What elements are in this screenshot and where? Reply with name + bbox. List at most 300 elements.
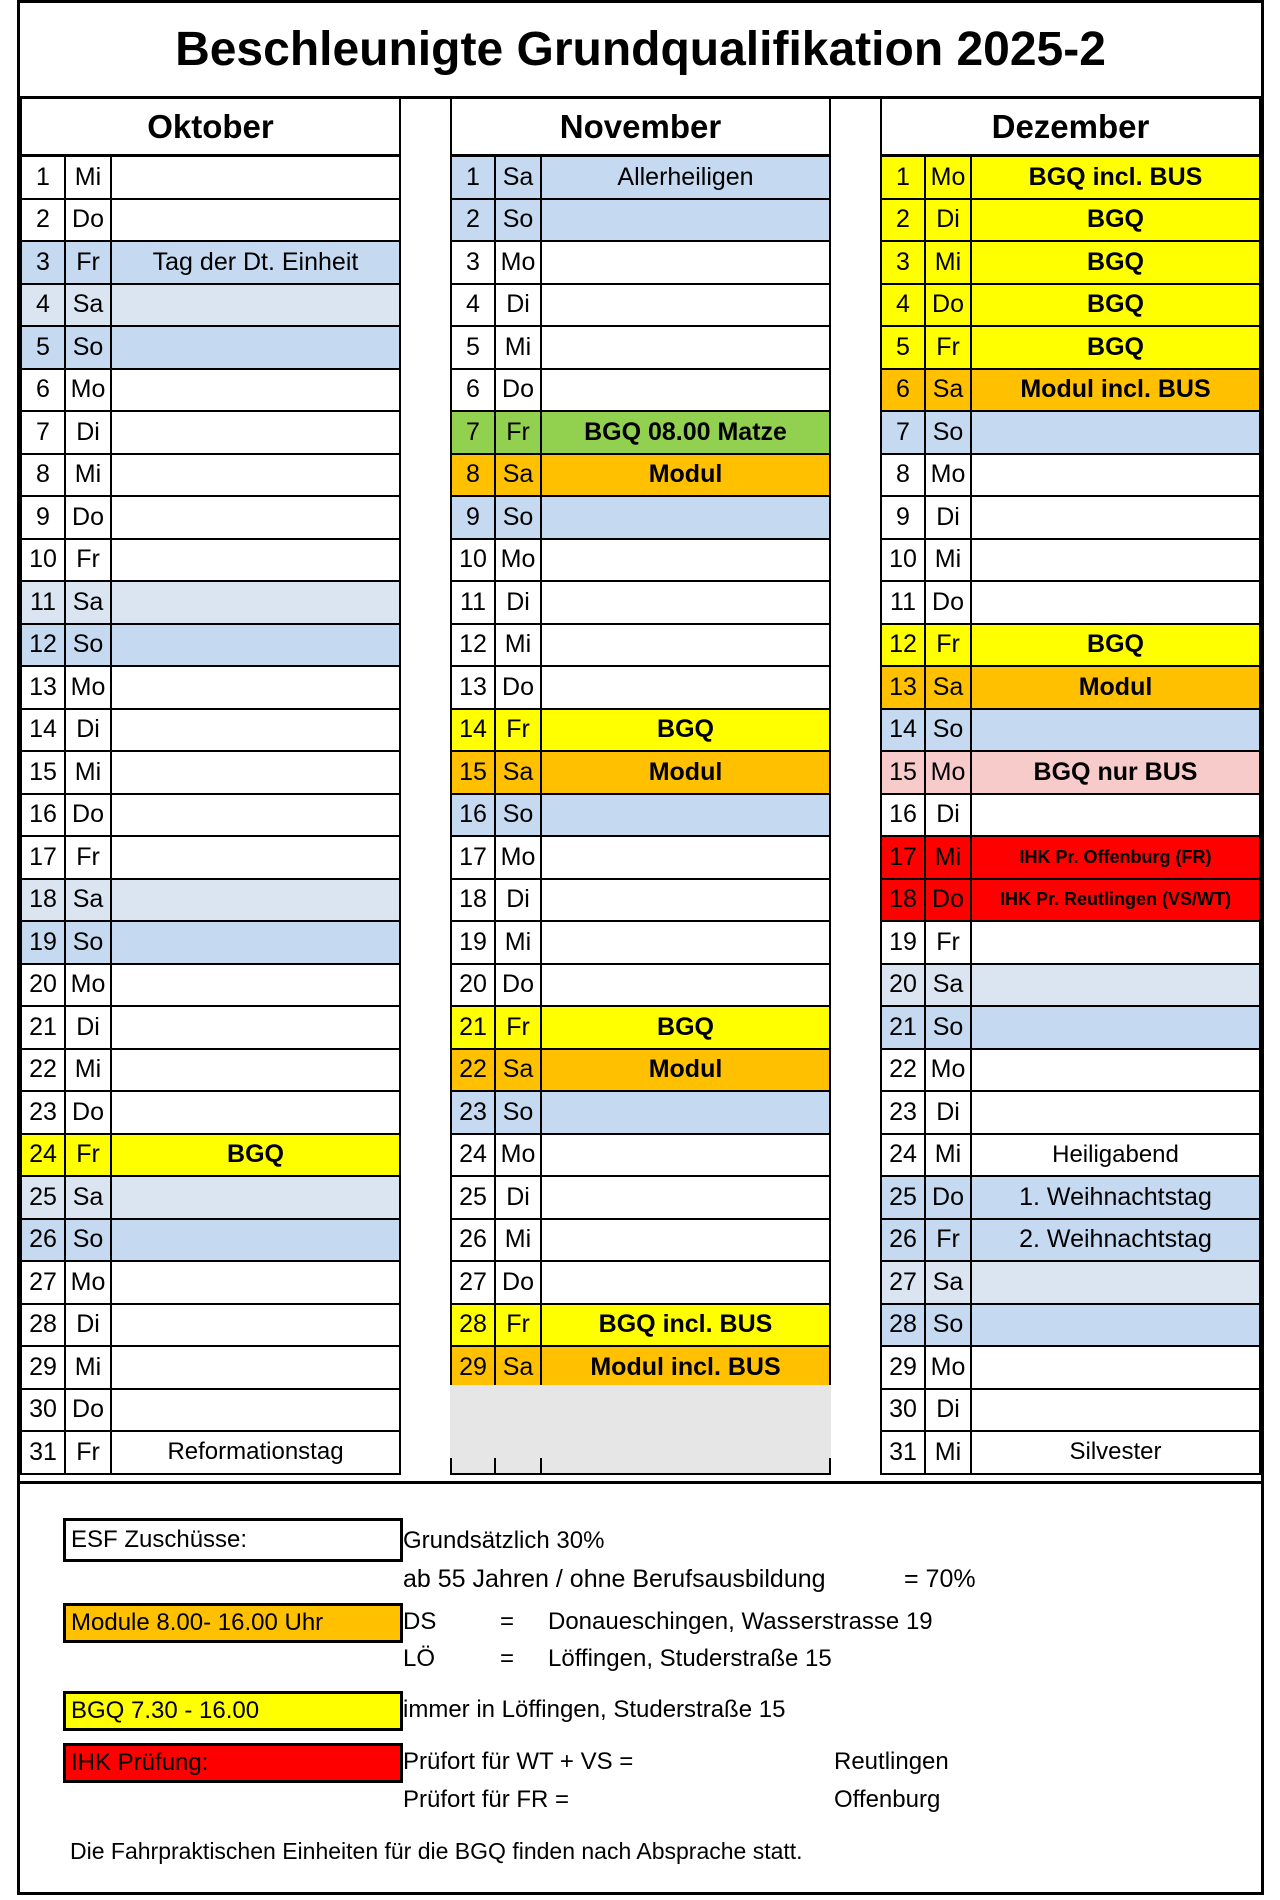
day-row (880, 1262, 1261, 1305)
weekday: Mi (926, 1432, 972, 1473)
day-number: 5 (452, 327, 496, 368)
day-row (880, 327, 1261, 370)
weekday: Mi (926, 242, 972, 283)
event-label (112, 1050, 399, 1091)
weekday: Mo (926, 1050, 972, 1091)
day-row (20, 710, 401, 753)
event-label (112, 1262, 399, 1303)
day-number: 1 (882, 157, 926, 198)
event-label: BGQ (1087, 290, 1144, 319)
weekday: So (66, 922, 112, 963)
day-row (880, 1220, 1261, 1263)
legend-bgq-box: BGQ 7.30 - 16.00 (63, 1691, 403, 1731)
day-number: 26 (22, 1220, 66, 1261)
event-label (112, 795, 399, 836)
day-row (20, 497, 401, 540)
day-number: 31 (22, 1432, 66, 1473)
event-label (972, 1347, 1259, 1388)
event-label (542, 327, 829, 368)
day-row (450, 455, 831, 498)
ds-equals: = (500, 1608, 515, 1635)
months-area (20, 99, 1261, 1484)
day-number: 28 (452, 1305, 496, 1346)
day-number: 4 (882, 285, 926, 326)
day-row (20, 412, 401, 455)
weekday: Mi (66, 1050, 112, 1091)
day-row (20, 1007, 401, 1050)
day-number: 13 (22, 667, 66, 708)
weekday: Mo (496, 837, 542, 878)
event-label: BGQ (1087, 630, 1144, 659)
day-number: 7 (882, 412, 926, 453)
weekday: Mi (66, 752, 112, 793)
weekday: Sa (496, 752, 542, 793)
page-title: Beschleunigte Grundqualifikation 2025-2 (20, 3, 1261, 99)
event-label (972, 582, 1259, 623)
weekday: So (66, 625, 112, 666)
event-label (112, 327, 399, 368)
day-number: 4 (22, 285, 66, 326)
day-row (880, 1347, 1261, 1390)
day-number: 11 (22, 582, 66, 623)
day-number: 14 (22, 710, 66, 751)
footnote: Die Fahrpraktischen Einheiten für die BGQ finden nach Absprache statt. (70, 1838, 803, 1864)
event-label (542, 880, 829, 921)
weekday: Sa (496, 455, 542, 496)
day-number: 25 (22, 1177, 66, 1218)
month-dezember (880, 99, 1261, 1475)
event-label (972, 965, 1259, 1006)
event-label (112, 157, 399, 198)
event-label (112, 880, 399, 921)
day-row (450, 710, 831, 753)
day-number: 6 (452, 370, 496, 411)
weekday: Sa (66, 582, 112, 623)
weekday: Mi (66, 1347, 112, 1388)
day-number: 29 (452, 1347, 496, 1388)
event-label: BGQ incl. BUS (1028, 162, 1203, 191)
event-label (542, 837, 829, 878)
calendar-sheet (17, 0, 1264, 1895)
weekday: Fr (66, 1432, 112, 1473)
event-label (112, 1092, 399, 1133)
day-number: 30 (882, 1390, 926, 1431)
day-row (20, 242, 401, 285)
day-number: 14 (452, 710, 496, 751)
day-number: 27 (882, 1262, 926, 1303)
event-label (112, 837, 399, 878)
day-number: 14 (882, 710, 926, 751)
weekday: Fr (496, 412, 542, 453)
day-row (20, 1177, 401, 1220)
day-row (450, 965, 831, 1008)
weekday: Fr (496, 710, 542, 751)
event-label (112, 370, 399, 411)
day-row (880, 752, 1261, 795)
weekday: Mi (496, 922, 542, 963)
day-number: 13 (452, 667, 496, 708)
day-number: 3 (22, 242, 66, 283)
ihk-line1-place: Reutlingen (834, 1748, 949, 1775)
weekday: Do (926, 1177, 972, 1218)
event-label (972, 795, 1259, 836)
event-label (112, 285, 399, 326)
day-row (20, 285, 401, 328)
day-number: 23 (22, 1092, 66, 1133)
day-row (450, 1220, 831, 1263)
day-row (450, 200, 831, 243)
day-number: 4 (452, 285, 496, 326)
day-number: 10 (22, 540, 66, 581)
day-row (450, 752, 831, 795)
weekday: Do (66, 1390, 112, 1431)
weekday: Fr (926, 327, 972, 368)
event-label (112, 710, 399, 751)
day-row (880, 1305, 1261, 1348)
weekday: Di (926, 795, 972, 836)
event-label (542, 497, 829, 538)
day-row (880, 285, 1261, 328)
day-number: 25 (882, 1177, 926, 1218)
event-label: BGQ (657, 715, 714, 744)
weekday: Mo (66, 965, 112, 1006)
day-number: 27 (452, 1262, 496, 1303)
weekday: Di (66, 1305, 112, 1346)
weekday: Di (926, 1092, 972, 1133)
day-row (20, 1305, 401, 1348)
weekday: Mo (66, 370, 112, 411)
day-row (20, 582, 401, 625)
weekday: So (496, 200, 542, 241)
day-row (450, 412, 831, 455)
weekday: Fr (926, 625, 972, 666)
lo-abbr: LÖ (403, 1645, 436, 1672)
day-number: 10 (882, 540, 926, 581)
day-row (450, 327, 831, 370)
day-row (450, 667, 831, 710)
day-row (450, 582, 831, 625)
event-label: BGQ (1087, 332, 1144, 361)
day-row (880, 1007, 1261, 1050)
day-row (880, 1432, 1261, 1475)
event-label: BGQ (227, 1140, 284, 1169)
day-row (450, 1177, 831, 1220)
event-label (112, 582, 399, 623)
day-row (880, 1390, 1261, 1433)
event-label: BGQ (1087, 247, 1144, 276)
event-label (972, 710, 1259, 751)
event-label (972, 1050, 1259, 1091)
day-row (450, 1092, 831, 1135)
day-row (20, 1135, 401, 1178)
weekday: Fr (496, 1305, 542, 1346)
day-number: 25 (452, 1177, 496, 1218)
weekday: Do (66, 497, 112, 538)
esf-line1: Grundsätzlich 30% (403, 1527, 605, 1554)
day-number: 3 (882, 242, 926, 283)
day-number: 28 (882, 1305, 926, 1346)
day-row (20, 1262, 401, 1305)
weekday: Fr (66, 837, 112, 878)
day-number: 2 (22, 200, 66, 241)
day-number: 31 (882, 1432, 926, 1473)
weekday: Do (496, 667, 542, 708)
day-row (880, 540, 1261, 583)
day-number: 26 (452, 1220, 496, 1261)
day-row (880, 1092, 1261, 1135)
event-label (112, 540, 399, 581)
esf-line2-value: = 70% (904, 1565, 976, 1593)
day-row (880, 455, 1261, 498)
day-row (880, 157, 1261, 200)
day-row (20, 540, 401, 583)
event-label (542, 582, 829, 623)
day-row (20, 625, 401, 668)
day-number: 1 (22, 157, 66, 198)
day-row (20, 837, 401, 880)
weekday: Mi (926, 1135, 972, 1176)
event-label (542, 625, 829, 666)
weekday: Do (926, 880, 972, 921)
event-label: Tag der Dt. Einheit (152, 247, 359, 276)
day-row (880, 880, 1261, 923)
event-label (112, 412, 399, 453)
event-label (112, 625, 399, 666)
event-label (542, 1092, 829, 1133)
event-label (542, 540, 829, 581)
weekday: Sa (66, 285, 112, 326)
event-label (112, 667, 399, 708)
event-label: IHK Pr. Offenburg (FR) (1019, 846, 1212, 867)
event-label (112, 497, 399, 538)
day-number: 11 (882, 582, 926, 623)
weekday: Mi (66, 157, 112, 198)
event-label: Reformationstag (167, 1438, 344, 1466)
weekday: Sa (66, 1177, 112, 1218)
weekday: Do (66, 200, 112, 241)
day-row (880, 1135, 1261, 1178)
weekday: Mo (926, 1347, 972, 1388)
day-row (880, 1050, 1261, 1093)
day-number: 21 (452, 1007, 496, 1048)
event-label (542, 242, 829, 283)
day-number: 21 (882, 1007, 926, 1048)
weekday: Sa (496, 157, 542, 198)
day-row (450, 1305, 831, 1348)
day-row (880, 667, 1261, 710)
event-label (542, 922, 829, 963)
event-label: BGQ 08.00 Matze (584, 417, 787, 446)
weekday: So (926, 1305, 972, 1346)
event-label (542, 200, 829, 241)
day-row (880, 965, 1261, 1008)
day-row (450, 540, 831, 583)
day-row (880, 582, 1261, 625)
day-number: 24 (882, 1135, 926, 1176)
weekday: Do (926, 285, 972, 326)
day-number: 13 (882, 667, 926, 708)
ihk-line1: Prüfort für WT + VS = (403, 1748, 634, 1775)
day-number: 10 (452, 540, 496, 581)
weekday: Mi (926, 540, 972, 581)
weekday: Mo (926, 455, 972, 496)
day-number: 2 (882, 200, 926, 241)
day-number: 9 (22, 497, 66, 538)
event-label: BGQ incl. BUS (598, 1310, 773, 1339)
month-title: Dezember (880, 99, 1261, 157)
event-label: Modul (1078, 672, 1153, 701)
day-row (450, 625, 831, 668)
weekday: Sa (496, 1050, 542, 1091)
day-row (450, 1262, 831, 1305)
legend-module-box: Module 8.00- 16.00 Uhr (63, 1603, 403, 1643)
day-row (880, 625, 1261, 668)
day-number: 17 (22, 837, 66, 878)
day-number: 6 (882, 370, 926, 411)
weekday: So (926, 710, 972, 751)
weekday: Do (496, 370, 542, 411)
weekday: So (66, 327, 112, 368)
day-row (450, 795, 831, 838)
day-row (450, 1007, 831, 1050)
weekday: Mi (496, 327, 542, 368)
day-number: 26 (882, 1220, 926, 1261)
day-row (20, 200, 401, 243)
ds-abbr: DS (403, 1608, 437, 1635)
day-number: 19 (452, 922, 496, 963)
event-label (112, 922, 399, 963)
day-row (20, 1220, 401, 1263)
weekday: Di (926, 497, 972, 538)
event-label: Modul incl. BUS (590, 1352, 781, 1381)
weekday: Fr (66, 540, 112, 581)
weekday: Di (496, 285, 542, 326)
day-number: 5 (882, 327, 926, 368)
day-number: 9 (882, 497, 926, 538)
day-row (880, 922, 1261, 965)
day-number: 16 (882, 795, 926, 836)
weekday: Di (66, 1007, 112, 1048)
event-label (972, 412, 1259, 453)
day-row (20, 752, 401, 795)
november-gray-pad (450, 1385, 831, 1458)
weekday: So (66, 1220, 112, 1261)
day-number: 20 (22, 965, 66, 1006)
day-number: 29 (22, 1347, 66, 1388)
day-row (450, 837, 831, 880)
event-label (972, 497, 1259, 538)
day-row (20, 1432, 401, 1475)
day-number: 18 (452, 880, 496, 921)
weekday: Do (926, 582, 972, 623)
day-row (450, 922, 831, 965)
event-label: 1. Weihnachtstag (1019, 1182, 1212, 1211)
day-row (20, 667, 401, 710)
weekday: Mo (926, 752, 972, 793)
day-row (20, 880, 401, 923)
event-label: Modul (648, 460, 723, 489)
day-row (20, 1050, 401, 1093)
day-number: 29 (882, 1347, 926, 1388)
day-number: 16 (22, 795, 66, 836)
day-row (20, 455, 401, 498)
event-label (972, 1262, 1259, 1303)
weekday: Fr (66, 1135, 112, 1176)
day-number: 17 (882, 837, 926, 878)
day-number: 20 (882, 965, 926, 1006)
event-label (542, 1220, 829, 1261)
weekday: So (926, 1007, 972, 1048)
day-number: 1 (452, 157, 496, 198)
esf-line2: ab 55 Jahren / ohne Berufsausbildung (403, 1565, 826, 1593)
event-label (542, 667, 829, 708)
weekday: Sa (926, 370, 972, 411)
day-row (20, 327, 401, 370)
day-row (880, 710, 1261, 753)
event-label (112, 200, 399, 241)
day-row (450, 285, 831, 328)
day-number: 2 (452, 200, 496, 241)
day-number: 12 (22, 625, 66, 666)
day-number: 18 (22, 880, 66, 921)
event-label (112, 455, 399, 496)
weekday: Di (926, 200, 972, 241)
day-number: 7 (452, 412, 496, 453)
weekday: Di (496, 582, 542, 623)
event-label (542, 965, 829, 1006)
weekday: Sa (496, 1347, 542, 1388)
month-title: Oktober (20, 99, 401, 157)
day-number: 22 (452, 1050, 496, 1091)
event-label (972, 922, 1259, 963)
event-label (112, 1007, 399, 1048)
event-label (112, 752, 399, 793)
day-number: 20 (452, 965, 496, 1006)
day-row (880, 795, 1261, 838)
weekday: Mo (926, 157, 972, 198)
event-label (972, 540, 1259, 581)
day-number: 8 (882, 455, 926, 496)
weekday: Mo (496, 1135, 542, 1176)
day-row (450, 242, 831, 285)
day-number: 5 (22, 327, 66, 368)
day-number: 3 (452, 242, 496, 283)
day-number: 18 (882, 880, 926, 921)
event-label: Modul incl. BUS (1020, 375, 1211, 404)
day-row (880, 497, 1261, 540)
day-row (20, 1092, 401, 1135)
event-label (972, 455, 1259, 496)
weekday: So (496, 497, 542, 538)
day-number: 22 (882, 1050, 926, 1091)
day-row (450, 370, 831, 413)
day-number: 12 (882, 625, 926, 666)
day-number: 24 (22, 1135, 66, 1176)
day-row (20, 965, 401, 1008)
day-row (450, 1135, 831, 1178)
event-label (112, 1390, 399, 1431)
weekday: So (926, 412, 972, 453)
day-number: 6 (22, 370, 66, 411)
event-label: IHK Pr. Reutlingen (VS/WT) (999, 889, 1231, 910)
ihk-line2-place: Offenburg (834, 1786, 941, 1813)
weekday: So (496, 795, 542, 836)
bgq-text: immer in Löffingen, Studerstraße 15 (403, 1696, 786, 1723)
day-number: 8 (22, 455, 66, 496)
day-row (880, 837, 1261, 880)
weekday: Do (66, 1092, 112, 1133)
event-label (542, 1262, 829, 1303)
